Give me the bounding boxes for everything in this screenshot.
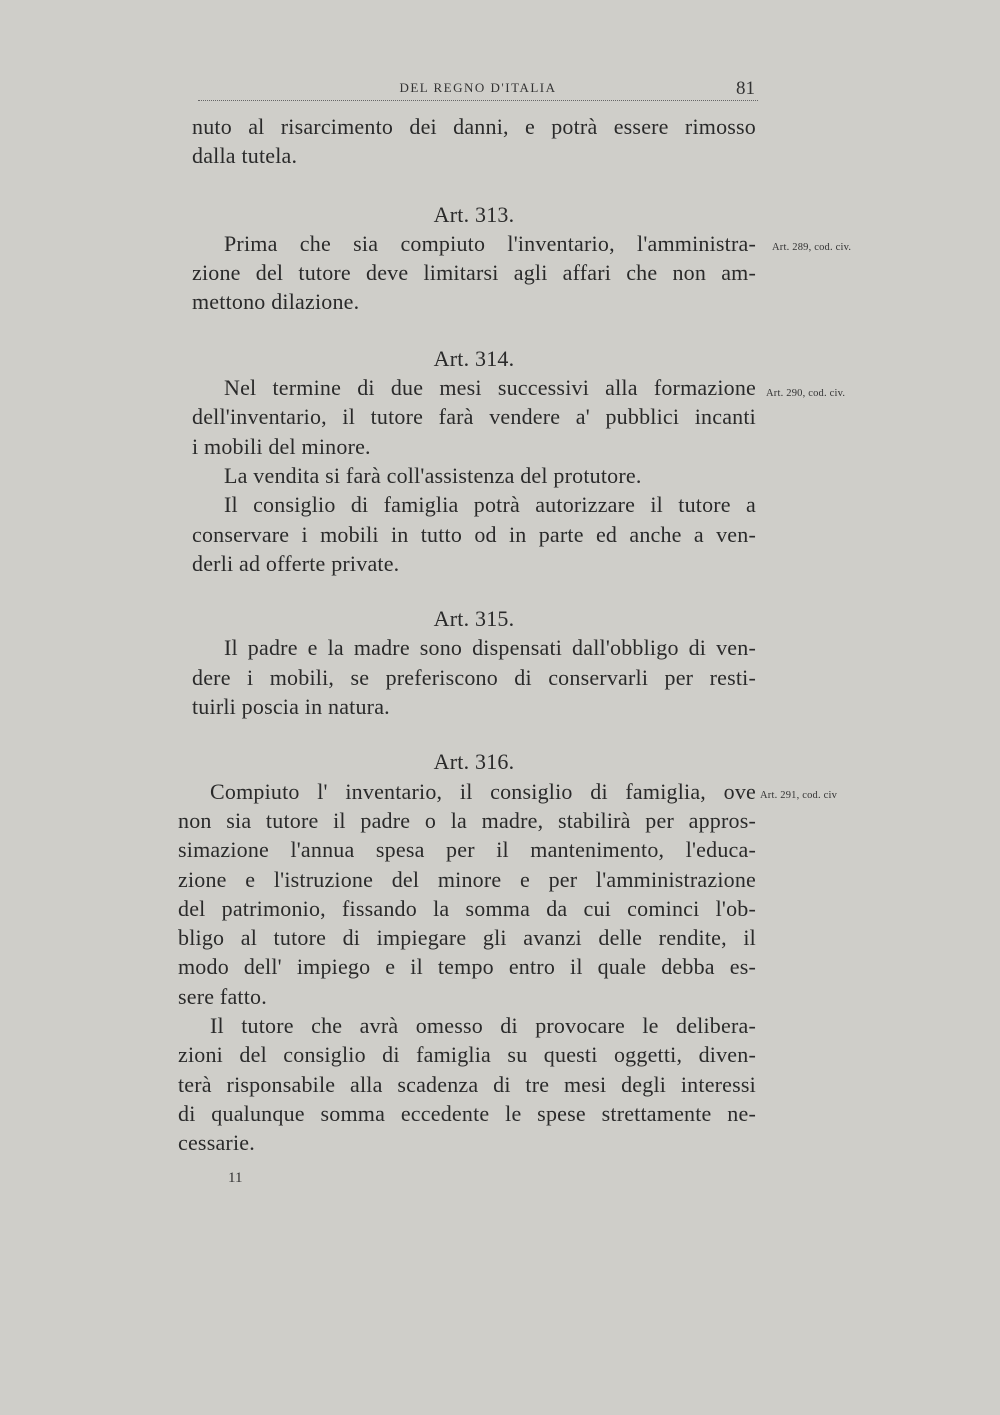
paragraph (192, 229, 756, 317)
paragraph (192, 461, 756, 490)
margin-note-art-313: Art. 289, cod. civ. (772, 242, 852, 253)
article-313 (192, 200, 756, 317)
text-line: sere fatto. (178, 983, 267, 1009)
text-line: Compiuto l' inventario, il consiglio di famiglia, ove (210, 778, 756, 804)
text-line: La vendita si farà coll'assistenza del protutore. (224, 462, 642, 488)
article-heading: Art. 315. (433, 606, 515, 632)
text-line: simazione l'annua spesa per il mantenimento, l'educa- (178, 837, 756, 863)
paragraph (178, 1011, 756, 1157)
text-line: bligo al tutore di impiegare gli avanzi delle rendite, il (178, 925, 756, 951)
main-text (178, 112, 756, 1158)
paragraph (192, 633, 756, 721)
text-line: di qualunque somma eccedente le spese strettamente ne- (178, 1100, 756, 1126)
paragraph (192, 490, 756, 578)
text-line: non sia tutore il padre o la madre, stabilirà per appros- (178, 807, 756, 833)
article-heading: Art. 313. (433, 201, 515, 227)
text-line: tuirli poscia in natura. (192, 694, 390, 720)
text-line: conservare i mobili in tutto od in parte ed anche a ven- (192, 521, 756, 547)
article-heading: Art. 314. (433, 345, 515, 371)
text-line: del patrimonio, fissando la somma da cui cominci l'ob- (178, 895, 756, 921)
text-line: Il tutore che avrà omesso di provocare le delibera- (210, 1013, 756, 1039)
article-heading: Art. 316. (433, 749, 515, 775)
article-316 (178, 747, 756, 1157)
article-315 (192, 604, 756, 721)
text-line: dere i mobili, se preferiscono di conservarli per resti- (192, 664, 756, 690)
text-line: i mobili del minore. (192, 433, 371, 459)
text-line: nuto al risarcimento dei danni, e potrà essere rimosso (192, 114, 756, 139)
text-line: dalla tutela. (192, 143, 298, 169)
text-line: cessarie. (178, 1130, 255, 1156)
opening-paragraph (192, 112, 756, 171)
text-line: Il consiglio di famiglia potrà autorizzare il tutore a (224, 492, 756, 518)
margin-note-art-316: Art. 291, cod. civ (760, 790, 838, 801)
text-line: dell'inventario, il tutore farà vendere a' pubblici incanti (192, 404, 756, 430)
text-line: zioni del consiglio di famiglia su questi oggetti, diven- (178, 1042, 756, 1068)
text-line: modo dell' impiego e il tempo entro il quale debba es- (178, 954, 756, 980)
paragraph (192, 373, 756, 461)
header-rule (198, 100, 758, 101)
text-line: Prima che sia compiuto l'inventario, l'amministra- (224, 230, 756, 256)
text-line: derli ad offerte private. (192, 550, 400, 576)
running-head (193, 78, 763, 102)
text-line: zione del tutore deve limitarsi agli affari che non am- (192, 260, 756, 286)
text-line: Nel termine di due mesi successivi alla formazione (224, 375, 756, 401)
text-line: mettono dilazione. (192, 289, 360, 315)
page-number: 81 (736, 78, 755, 99)
margin-note-art-314: Art. 290, cod. civ. (766, 388, 846, 399)
text-line: zione e l'istruzione del minore e per l'amministrazione (178, 866, 756, 892)
text-line: Il padre e la madre sono dispensati dall'obbligo di ven- (224, 635, 756, 661)
running-title: DEL REGNO D'ITALIA (399, 80, 557, 95)
article-314 (192, 344, 756, 578)
signature-mark: 11 (228, 1170, 243, 1186)
paragraph (178, 777, 756, 1011)
text-line: terà risponsabile alla scadenza di tre mesi degli interessi (178, 1071, 756, 1097)
